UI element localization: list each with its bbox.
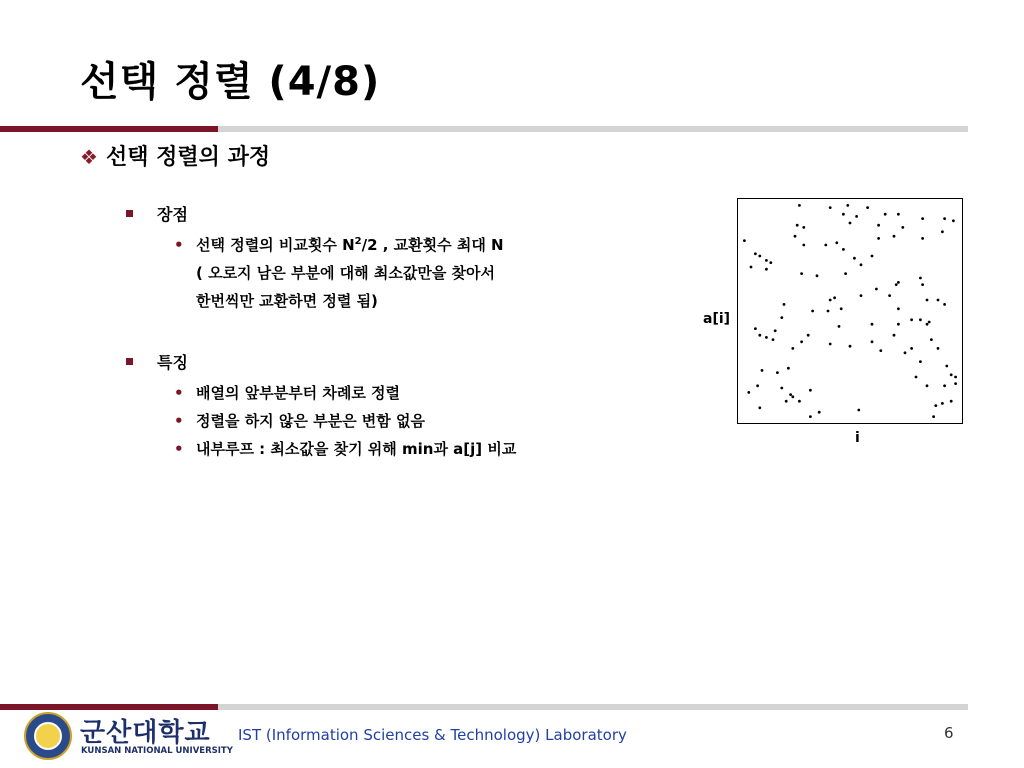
- data-point: [758, 334, 761, 337]
- data-point: [895, 283, 898, 286]
- data-point: [780, 316, 783, 319]
- square-bullet-icon: [126, 210, 133, 217]
- data-point: [811, 310, 814, 313]
- logo-english-name: KUNSAN NATIONAL UNIVERSITY: [81, 746, 233, 756]
- data-point: [871, 323, 874, 326]
- data-point: [871, 340, 874, 343]
- data-point: [941, 230, 944, 233]
- data-point: [785, 400, 788, 403]
- diagram-x-label: i: [855, 430, 860, 446]
- data-point: [758, 255, 761, 258]
- data-point: [838, 325, 841, 328]
- data-point: [844, 272, 847, 275]
- data-point: [816, 274, 819, 277]
- diamond-bullet-icon: ❖: [80, 145, 98, 169]
- bullet-item: [174, 438, 516, 459]
- data-point: [934, 404, 937, 407]
- university-seal-icon: [24, 712, 72, 760]
- data-point: [754, 252, 757, 255]
- data-point: [833, 296, 836, 299]
- data-point: [800, 272, 803, 275]
- section-heading-text: 선택 정렬의 과정: [106, 145, 271, 170]
- bullet-continuation: ( 오로지 남은 부분에 대해 최소값만을 찾아서: [196, 264, 496, 282]
- data-point: [855, 215, 858, 218]
- square-bullet-icon: [126, 358, 133, 365]
- footer-divider-accent: [0, 704, 218, 710]
- data-point: [897, 307, 900, 310]
- data-point: [849, 222, 852, 225]
- data-point: [776, 371, 779, 374]
- data-point: [921, 217, 924, 220]
- data-point: [943, 217, 946, 220]
- data-point: [901, 226, 904, 229]
- data-point: [937, 299, 940, 302]
- data-point: [754, 327, 757, 330]
- data-point: [921, 237, 924, 240]
- data-point: [783, 303, 786, 306]
- subheading-label: 특징: [157, 353, 188, 372]
- data-point: [794, 235, 797, 238]
- subheading-features: [126, 350, 188, 373]
- diagram-frame: [738, 199, 963, 424]
- data-point: [871, 255, 874, 258]
- diagram-y-label: a[i]: [703, 311, 731, 327]
- data-point: [879, 349, 882, 352]
- title-divider-accent: [0, 126, 218, 132]
- data-point: [954, 382, 957, 385]
- data-point: [930, 338, 933, 341]
- data-point: [758, 406, 761, 409]
- slide-title: 선택 정렬 (4/8): [80, 59, 381, 105]
- data-point: [926, 323, 929, 326]
- section-heading: [80, 140, 270, 171]
- data-point: [884, 213, 887, 216]
- data-point: [802, 226, 805, 229]
- dot-bullet-icon: •: [174, 440, 184, 458]
- data-point: [798, 400, 801, 403]
- data-point: [926, 384, 929, 387]
- data-point: [857, 409, 860, 412]
- bullet-text-pre: 선택 정렬의 비교횟수 N: [196, 236, 355, 254]
- data-point: [846, 204, 849, 207]
- data-point: [877, 224, 880, 227]
- data-point: [919, 318, 922, 321]
- data-point: [809, 389, 812, 392]
- data-point: [818, 411, 821, 414]
- page-number: 6: [944, 724, 954, 742]
- data-point: [877, 237, 880, 240]
- dot-bullet-icon: •: [174, 384, 184, 402]
- data-point: [943, 384, 946, 387]
- data-point: [893, 334, 896, 337]
- data-point: [809, 415, 812, 418]
- data-point: [910, 347, 913, 350]
- data-point: [945, 365, 948, 368]
- data-point: [829, 206, 832, 209]
- data-point: [798, 204, 801, 207]
- diagram-plot: [737, 198, 963, 424]
- data-point: [853, 257, 856, 260]
- subheading-advantages: [126, 202, 188, 225]
- data-point: [772, 338, 775, 341]
- data-point: [840, 307, 843, 310]
- data-point: [800, 340, 803, 343]
- data-point: [791, 347, 794, 350]
- data-point: [904, 351, 907, 354]
- data-point: [915, 376, 918, 379]
- logo-korean-name: 군산대학교: [80, 718, 211, 748]
- bullet-text: 내부루프 : 최소값을 찾기 위해 min과 a[j] 비교: [196, 440, 517, 458]
- data-point: [765, 336, 768, 339]
- data-point: [743, 239, 746, 242]
- data-point: [791, 395, 794, 398]
- data-point: [824, 244, 827, 247]
- bullet-continuation: 한번씩만 교환하면 정렬 됨): [196, 292, 378, 310]
- data-point: [919, 360, 922, 363]
- bullet-text-post: /2 , 교환횟수 최대 N: [361, 236, 504, 254]
- data-point: [807, 334, 810, 337]
- university-logo: [24, 712, 233, 764]
- data-point: [796, 224, 799, 227]
- data-point: [842, 213, 845, 216]
- bullet-text: 정렬을 하지 않은 부분은 변함 없음: [196, 412, 425, 430]
- data-point: [875, 288, 878, 291]
- data-point: [774, 329, 777, 332]
- data-point: [928, 321, 931, 324]
- subheading-label: 장점: [157, 205, 188, 224]
- data-point: [926, 299, 929, 302]
- data-point: [802, 244, 805, 247]
- bullet-item: [174, 382, 400, 403]
- data-point: [835, 241, 838, 244]
- data-point: [897, 323, 900, 326]
- footer-divider: [0, 704, 968, 710]
- data-point: [860, 263, 863, 266]
- data-point: [765, 268, 768, 271]
- data-point: [842, 248, 845, 251]
- data-point: [897, 281, 900, 284]
- data-point: [888, 294, 891, 297]
- data-point: [769, 261, 772, 264]
- footer-lab-name: IST (Information Sciences & Technology) Laboratory: [238, 726, 627, 744]
- data-point: [937, 347, 940, 350]
- data-point: [893, 235, 896, 238]
- data-point: [866, 206, 869, 209]
- data-point: [780, 387, 783, 390]
- data-point: [954, 376, 957, 379]
- bullet-item: [174, 234, 504, 255]
- selection-sort-diagram: [737, 198, 963, 424]
- data-point: [765, 259, 768, 262]
- data-point: [897, 213, 900, 216]
- data-point: [827, 310, 830, 313]
- data-point: [952, 219, 955, 222]
- data-point: [761, 369, 764, 372]
- superscript: 2: [354, 236, 362, 247]
- data-point: [943, 303, 946, 306]
- data-point: [950, 400, 953, 403]
- data-point: [789, 393, 792, 396]
- data-point: [941, 402, 944, 405]
- data-point: [849, 345, 852, 348]
- data-point: [860, 294, 863, 297]
- dot-bullet-icon: •: [174, 236, 184, 254]
- data-point: [750, 266, 753, 269]
- bullet-item: [174, 410, 425, 431]
- title-divider: [0, 126, 968, 132]
- bullet-text: 배열의 앞부분부터 차례로 정렬: [196, 384, 401, 402]
- data-point: [919, 277, 922, 280]
- data-point: [829, 343, 832, 346]
- data-point: [829, 299, 832, 302]
- data-point: [747, 391, 750, 394]
- data-point: [921, 283, 924, 286]
- data-point: [756, 384, 759, 387]
- data-point: [787, 367, 790, 370]
- dot-bullet-icon: •: [174, 412, 184, 430]
- data-point: [910, 318, 913, 321]
- data-point: [950, 373, 953, 376]
- data-point: [932, 415, 935, 418]
